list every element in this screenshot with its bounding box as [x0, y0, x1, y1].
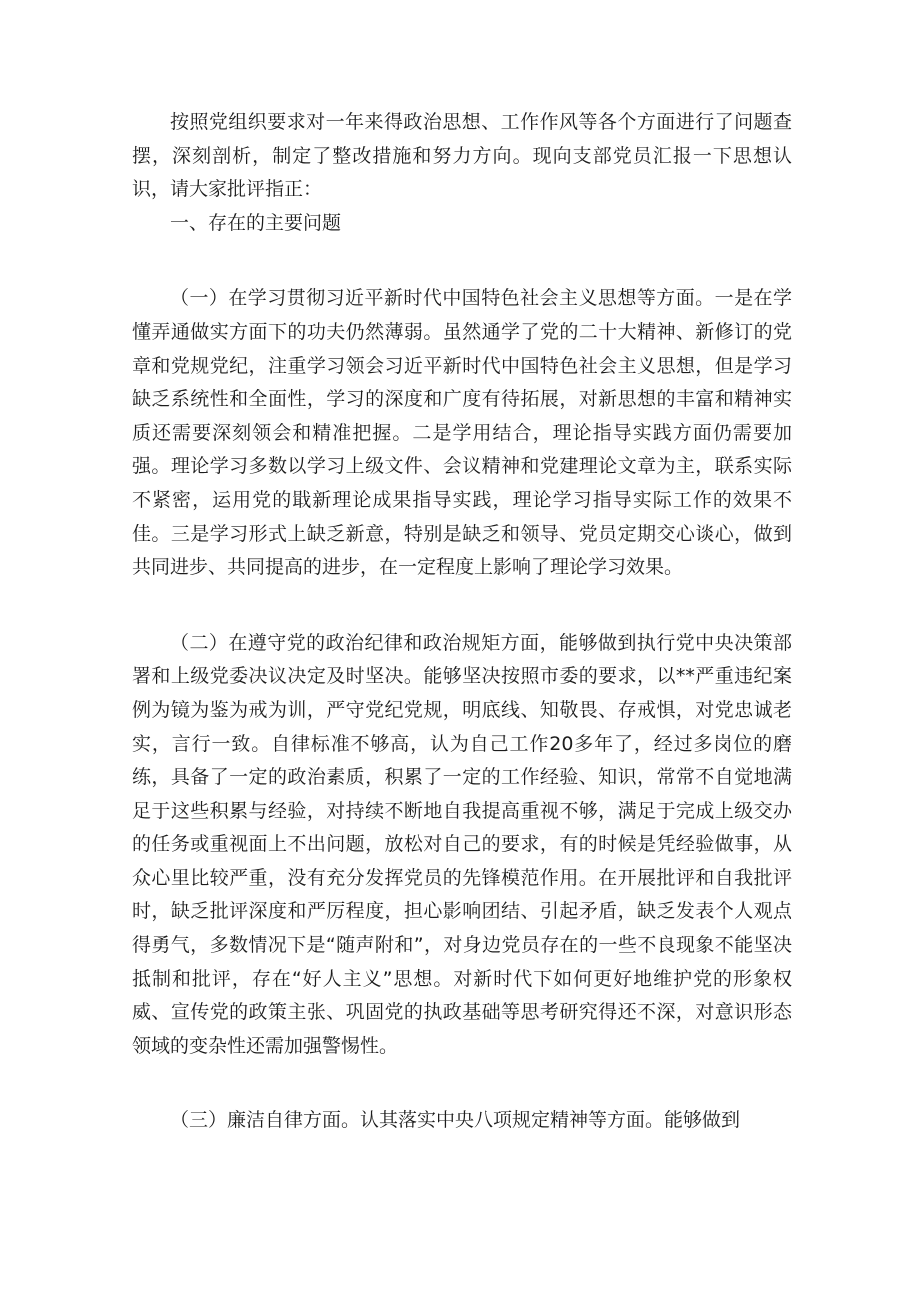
intro-paragraph: 按照党组织要求对一年来得政治思想、工作作风等各个方面进行了问题查摆，深刻剖析，制定了整改措施和努力方向。现向支部党员汇报一下思想认识，请大家批评指正：: [132, 111, 792, 201]
paragraph-integrity: （三）廉洁自律方面。认其落实中央八项规定精神等方面。能够做到: [170, 1109, 741, 1132]
paragraph-study: （一）在学习贯彻习近平新时代中国特色社会主义思想等方面。一是在学懂弄通做实方面下的功夫仍然薄弱。虽然通学了党的二十大精神、新修订的党章和党规党纪，注重学习领会习近平新时代中国特色社会主义思想，但是学习缺乏系统性和全面性，学习的深度和广度有待拓展，对新思想的丰富和精神实质还需要深刻领会和精准把握。二是学用结合，理论指导实践方面仍需要加强。理论学习多数以学习上级文件、会议精神和党建理论文章为主，联系实际不紧密，运用党的戢新理论成果指导实践，理论学习指导实际工作的效果不佳。三是学习形式上缺乏新意，特别是缺乏和领导、党员定期交心谈心，做到共同进步、共同提高的进步，在一定程度上影响了理论学习效果。: [132, 287, 792, 579]
paragraph-discipline: （二）在遵守党的政治纪律和政治规矩方面，能够做到执行党中央决策部署和上级党委决议决定及时坚决。能够坚决按照市委的要求，以**严重违纪案例为镜为鉴为戒为训，严守党纪党规，明底线、知敬畏、存戒惧，对党忠诚老实，言行一致。自律标准不够高，认为自己工作20多年了，经过多岗位的磨练，具备了一定的政治素质，积累了一定的工作经验、知识，常常不自觉地满足于这些积累与经验，对持续不断地自我提高重视不够，满足于完成上级交办的任务或重视面上不出问题，放松对自己的要求，有的时候是凭经验做事，从众心里比较严重，没有充分发挥党员的先锋模范作用。在开展批评和自我批评时，缺乏批评深度和严厉程度，担心影响团结、引起矛盾，缺乏发表个人观点得勇气，多数情况下是“随声附和”，对身边党员存在的一些不良现象不能坚决抵制和批评，存在“好人主义”思想。对新时代下如何更好地维护党的形象权威、宣传党的政策主张、巩固党的执政基础等思考研究得还不深，对意识形态领域的变杂性还需加强警惕性。: [132, 631, 792, 1057]
document-body: [132, 106, 792, 1138]
section-heading: 一、存在的主要问题: [170, 211, 342, 234]
